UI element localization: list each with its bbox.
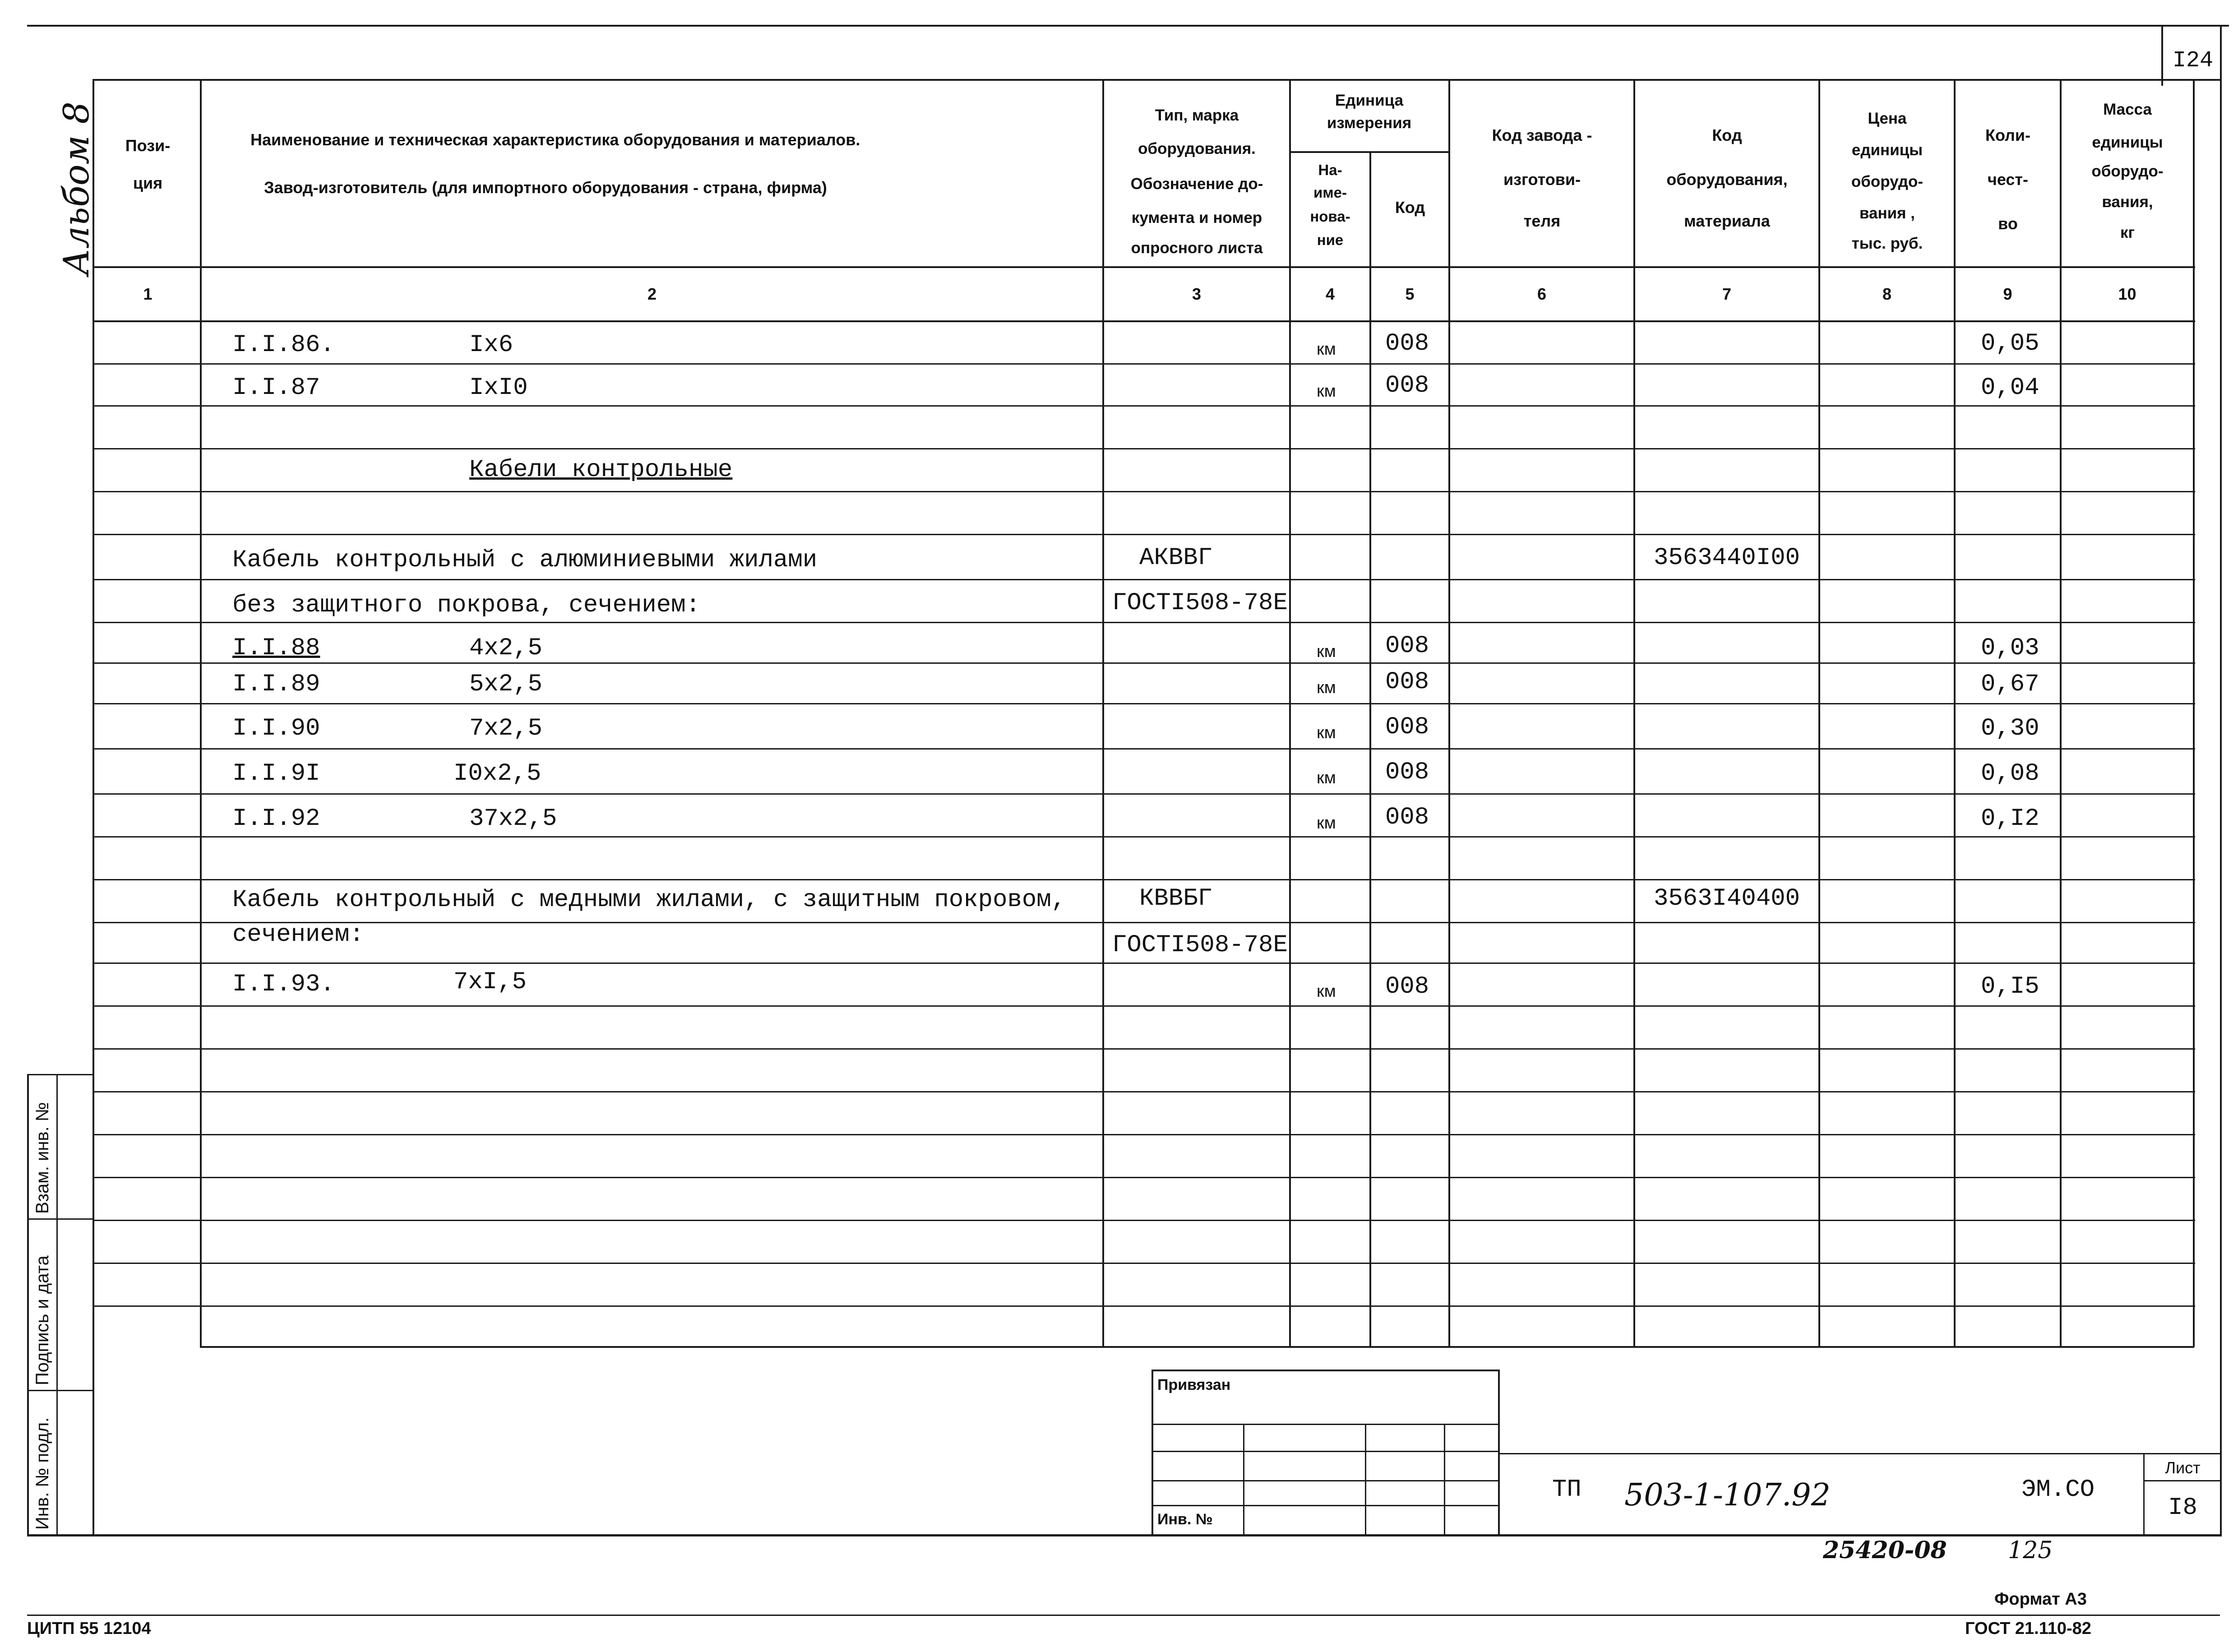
row-size: 7xI,5 bbox=[453, 968, 527, 996]
stamp-box-left bbox=[1151, 1370, 1153, 1536]
row-line bbox=[92, 622, 2195, 623]
row-unit: км bbox=[1317, 340, 1336, 359]
header-col9-l2: чест- bbox=[1987, 170, 2029, 189]
group-name-line1: Кабель контрольный с алюминиевыми жилами bbox=[232, 546, 818, 574]
row-line bbox=[92, 879, 2195, 880]
row-line bbox=[92, 579, 2195, 580]
header-col10-l1: Масса bbox=[2103, 101, 2152, 118]
header-col8-l4: вания , bbox=[1859, 204, 1915, 222]
row-line bbox=[92, 1005, 2195, 1007]
row-code: 008 bbox=[1385, 330, 1429, 357]
gost-label: ГОСТ 21.110-82 bbox=[1965, 1619, 2091, 1638]
row-pos: I.I.88 bbox=[232, 634, 320, 662]
row-size: 37x2,5 bbox=[469, 805, 557, 833]
header-col45-l1: Единица bbox=[1335, 92, 1404, 109]
row-size: 5x2,5 bbox=[469, 671, 543, 698]
row-unit: км bbox=[1317, 814, 1336, 833]
col-number-9: 9 bbox=[2003, 285, 2012, 303]
col-number-7: 7 bbox=[1722, 285, 1732, 303]
row-code: 008 bbox=[1385, 973, 1429, 1000]
row-qty: 0,05 bbox=[1981, 330, 2039, 357]
header-col6-l3: теля bbox=[1523, 212, 1561, 230]
row-size: 7x2,5 bbox=[469, 715, 543, 742]
col-number-2: 2 bbox=[647, 285, 657, 303]
table-bottom-line bbox=[200, 1346, 2194, 1348]
col-number-8: 8 bbox=[1882, 285, 1892, 303]
row-size: I0x2,5 bbox=[453, 760, 541, 787]
group-name-line2: сечением: bbox=[232, 921, 364, 949]
row-unit: км bbox=[1317, 723, 1336, 742]
stamp-sheet-label: Лист bbox=[2165, 1458, 2201, 1477]
row-pos: I.I.89 bbox=[232, 671, 320, 698]
side-stamp-line bbox=[27, 1074, 94, 1075]
row-pos: I.I.92 bbox=[232, 805, 320, 833]
row-code: 008 bbox=[1385, 632, 1429, 660]
row-line bbox=[92, 922, 2195, 923]
stamp-box-top bbox=[1151, 1370, 1500, 1371]
row-size: Ix6 bbox=[469, 331, 513, 359]
row-qty: 0,I5 bbox=[1981, 973, 2039, 1000]
row-unit: км bbox=[1317, 768, 1336, 787]
stamp-box-line bbox=[1151, 1505, 1500, 1506]
org-label: ЦИТП 55 12104 bbox=[27, 1619, 151, 1638]
row-line bbox=[92, 793, 2195, 795]
bottom-rule bbox=[27, 1615, 2220, 1616]
group-standard: ГОСТI508-78Е bbox=[1112, 589, 1288, 617]
header-col7-l3: материала bbox=[1684, 212, 1770, 230]
header-bottom-line bbox=[92, 266, 2195, 268]
frame-top-line bbox=[27, 25, 2229, 27]
row-line bbox=[92, 1091, 2195, 1092]
side-stamp-left-border bbox=[27, 1074, 29, 1536]
row-size: 4x2,5 bbox=[469, 634, 543, 662]
row-pos: I.I.86. bbox=[232, 331, 335, 359]
side-stamp-signature-date: Подпись и дата bbox=[32, 1255, 52, 1385]
col-line-6 bbox=[1633, 79, 1635, 1347]
stamp-box-line bbox=[1151, 1424, 1500, 1425]
table-left-border bbox=[92, 79, 94, 1536]
row-line bbox=[92, 491, 2195, 492]
header-col10-l5: кг bbox=[2120, 224, 2135, 241]
stamp-privyazan: Привязан bbox=[1157, 1376, 1231, 1393]
header-col9-l3: во bbox=[1998, 214, 2018, 233]
album-mark: Альбом 8 bbox=[56, 102, 97, 275]
side-stamp-line bbox=[27, 1218, 94, 1220]
row-line bbox=[92, 1177, 2195, 1178]
header-col6-l2: изготови- bbox=[1503, 170, 1581, 189]
row-pos: I.I.93. bbox=[232, 971, 335, 998]
stamp-sheet-no: I8 bbox=[2168, 1494, 2197, 1522]
row-pos: I.I.9I bbox=[232, 760, 320, 787]
header-col4-l1: На- bbox=[1318, 162, 1342, 178]
stamp-box-line bbox=[1151, 1451, 1500, 1452]
row-code: 008 bbox=[1385, 668, 1429, 696]
row-code: 008 bbox=[1385, 759, 1429, 786]
row-pos: I.I.87 bbox=[232, 374, 320, 402]
col-number-3: 3 bbox=[1192, 285, 1202, 303]
col-line-5 bbox=[1448, 79, 1450, 1347]
col-line-1 bbox=[200, 79, 202, 1347]
header-col8-l3: оборудо- bbox=[1851, 173, 1924, 190]
stamp-box-col bbox=[1243, 1424, 1244, 1536]
header-col10-l3: оборудо- bbox=[2091, 162, 2164, 180]
row-pos: I.I.90 bbox=[232, 715, 320, 742]
title-block-top bbox=[1498, 1453, 2220, 1454]
group-name-line2: без защитного покрова, сечением: bbox=[232, 592, 700, 619]
header-col5: Код bbox=[1395, 198, 1425, 217]
row-qty: 0,67 bbox=[1981, 671, 2039, 698]
header-col4-l2: име- bbox=[1313, 184, 1347, 201]
row-code: 008 bbox=[1385, 804, 1429, 831]
col-line-8 bbox=[1954, 79, 1956, 1347]
row-line bbox=[92, 448, 2195, 449]
group-standard: ГОСТI508-78Е bbox=[1112, 931, 1288, 959]
col-line-7 bbox=[1818, 79, 1820, 1347]
row-code: 008 bbox=[1385, 372, 1429, 399]
header-col3-l5: опросного листа bbox=[1131, 239, 1263, 257]
sheet-corner-number: I24 bbox=[2173, 48, 2214, 74]
header-col10-l2: единицы bbox=[2092, 134, 2163, 151]
row-line bbox=[92, 1048, 2195, 1050]
row-line bbox=[92, 1134, 2195, 1135]
header-col7-l2: оборудования, bbox=[1666, 170, 1788, 189]
header-col1-l1: Пози- bbox=[125, 136, 171, 155]
row-line bbox=[92, 1220, 2195, 1221]
col-line-3 bbox=[1289, 79, 1291, 1347]
row-qty: 0,30 bbox=[1981, 715, 2039, 742]
header-col2-l1: Наименование и техническая характеристика оборудования и материалов. bbox=[250, 130, 860, 149]
group-type: КВВБГ bbox=[1139, 885, 1213, 912]
side-stamp-line bbox=[27, 1390, 94, 1391]
header-col1-l2: ция bbox=[133, 174, 163, 192]
row-line bbox=[92, 1305, 2195, 1307]
col-line-10 bbox=[2193, 79, 2195, 1347]
header-col7-l1: Код bbox=[1712, 126, 1742, 144]
row-unit: км bbox=[1317, 982, 1336, 1001]
page-number: 125 bbox=[2008, 1537, 2053, 1564]
col-line-9 bbox=[2060, 79, 2062, 1347]
row-line bbox=[92, 405, 2195, 407]
row-unit: км bbox=[1317, 642, 1336, 661]
group-type: АКВВГ bbox=[1139, 544, 1213, 572]
col-number-1: 1 bbox=[143, 285, 153, 303]
row-line bbox=[92, 534, 2195, 535]
row-unit: км bbox=[1317, 678, 1336, 697]
header-col3-l2: оборудования. bbox=[1138, 140, 1256, 157]
row-qty: 0,03 bbox=[1981, 634, 2039, 662]
col-number-4: 4 bbox=[1325, 285, 1335, 303]
row-line bbox=[92, 363, 2195, 365]
header-col4-l4: ние bbox=[1317, 231, 1344, 248]
col-line-2 bbox=[1102, 79, 1104, 1347]
group-material-code: 3563I40400 bbox=[1654, 885, 1800, 912]
sheet-cell-split bbox=[2143, 1480, 2220, 1481]
row-line bbox=[92, 963, 2195, 964]
row-line bbox=[92, 662, 2195, 664]
stamp-box-col bbox=[1444, 1424, 1445, 1536]
side-stamp-original-inv: Инв. № подл. bbox=[32, 1417, 52, 1530]
header-col8-l5: тыс. руб. bbox=[1851, 235, 1923, 252]
group-name-line1: Кабель контрольный с медными жилами, с защитным покровом, bbox=[232, 886, 1066, 914]
col-number-5: 5 bbox=[1405, 285, 1415, 303]
side-stamp-replace-inv: Взам. инв. № bbox=[32, 1102, 52, 1214]
row-code: 008 bbox=[1385, 713, 1429, 741]
row-qty: 0,08 bbox=[1981, 760, 2039, 787]
header-numbers-line bbox=[92, 320, 2195, 322]
stamp-inv-no: Инв. № bbox=[1157, 1511, 1213, 1528]
row-size: IxI0 bbox=[469, 374, 528, 402]
row-unit: км bbox=[1317, 382, 1336, 401]
row-line bbox=[92, 703, 2195, 704]
row-line bbox=[92, 1263, 2195, 1264]
header-col4-l3: нова- bbox=[1310, 208, 1350, 225]
stamp-doc-no: 503-1-107.92 bbox=[1624, 1477, 1831, 1513]
row-qty: 0,I2 bbox=[1981, 805, 2039, 833]
header-col8-l2: единицы bbox=[1851, 141, 1923, 159]
stamp-tp: ТП bbox=[1552, 1476, 1581, 1504]
table-top-border bbox=[92, 79, 2220, 81]
frame-right-line bbox=[2220, 25, 2222, 1536]
sheet-cell-left bbox=[2143, 1453, 2145, 1536]
stamp-box-col bbox=[1365, 1424, 1366, 1536]
row-line bbox=[92, 836, 2195, 838]
header-col10-l4: вания, bbox=[2102, 193, 2153, 211]
format-label: Формат А3 bbox=[1994, 1590, 2087, 1609]
header-col45-l2: измерения bbox=[1327, 114, 1412, 132]
col-number-6: 6 bbox=[1537, 285, 1547, 303]
header-col6-l1: Код завода - bbox=[1492, 126, 1592, 144]
corner-box-left bbox=[2161, 25, 2163, 86]
header-col8-l1: Цена bbox=[1868, 110, 1907, 127]
stamp-box-line bbox=[1151, 1480, 1500, 1481]
group-material-code: 3563440I00 bbox=[1654, 544, 1800, 572]
header-col9-l1: Коли- bbox=[1985, 126, 2031, 144]
section-title: Кабели контрольные bbox=[469, 456, 733, 484]
header-col3-l1: Тип, марка bbox=[1155, 106, 1239, 124]
header-col3-l3: Обозначение до- bbox=[1130, 175, 1263, 193]
col-number-10: 10 bbox=[2118, 285, 2136, 303]
header-col3-l4: кумента и номер bbox=[1131, 209, 1262, 227]
side-stamp-inner-line bbox=[56, 1074, 58, 1536]
header-col2-l2: Завод-изготовитель (для импортного оборудования - страна, фирма) bbox=[264, 178, 827, 197]
row-qty: 0,04 bbox=[1981, 374, 2039, 402]
stamp-mark: ЭМ.СО bbox=[2021, 1476, 2095, 1504]
row-line bbox=[92, 748, 2195, 750]
header-unit-split bbox=[1289, 151, 1448, 153]
archive-number: 25420-08 bbox=[1823, 1536, 1947, 1564]
